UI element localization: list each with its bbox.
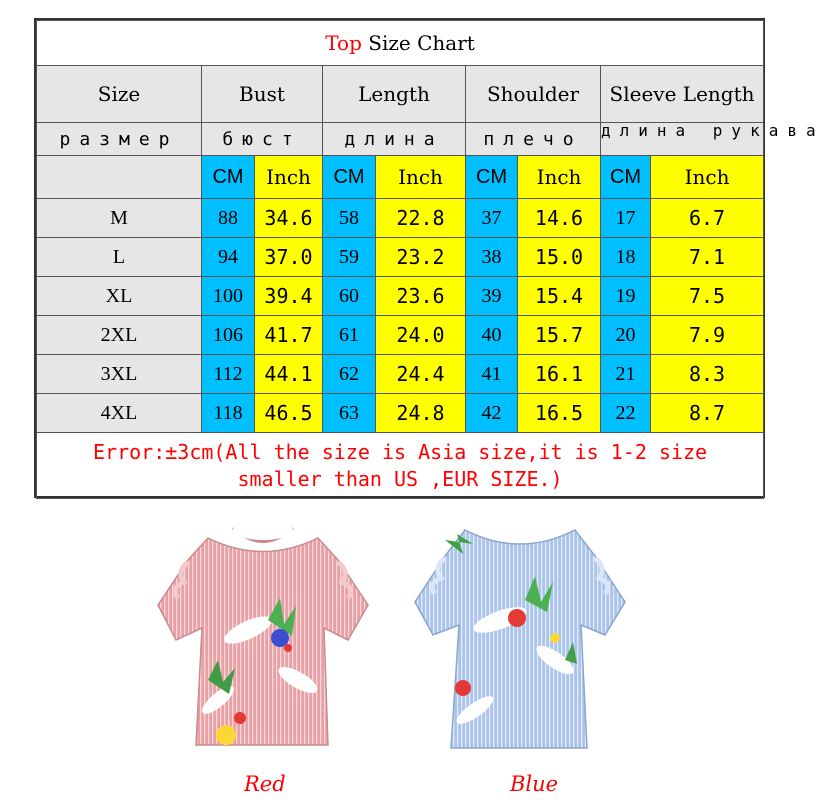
cell-shoulder-cm: 37 [466, 199, 518, 238]
table-row [37, 316, 764, 355]
cell-size: M [37, 199, 202, 238]
unit-inch: Inch [518, 156, 601, 199]
cell-size: 4XL [37, 394, 202, 433]
cell-length-in: 24.4 [376, 355, 466, 394]
header-bust: Bust [202, 66, 323, 123]
caption-red: Red [244, 772, 286, 796]
cell-sleeve-cm: 19 [601, 277, 651, 316]
red-blouse-image [148, 510, 378, 755]
unit-inch: Inch [255, 156, 323, 199]
cell-bust-cm: 88 [202, 199, 255, 238]
cell-shoulder-cm: 42 [466, 394, 518, 433]
cell-bust-in: 44.1 [255, 355, 323, 394]
ru-header-bust: бюст [202, 123, 323, 156]
cell-bust-in: 37.0 [255, 238, 323, 277]
cell-shoulder-in: 16.5 [518, 394, 601, 433]
cell-shoulder-in: 14.6 [518, 199, 601, 238]
cell-bust-cm: 100 [202, 277, 255, 316]
cell-length-cm: 58 [323, 199, 376, 238]
cell-bust-cm: 118 [202, 394, 255, 433]
cell-shoulder-in: 15.4 [518, 277, 601, 316]
cell-bust-in: 34.6 [255, 199, 323, 238]
cell-sleeve-cm: 22 [601, 394, 651, 433]
table-row [37, 199, 764, 238]
cell-length-cm: 62 [323, 355, 376, 394]
cell-bust-in: 39.4 [255, 277, 323, 316]
ru-header-length: длина [323, 123, 466, 156]
unit-cm: CM [466, 156, 518, 199]
cell-length-in: 24.8 [376, 394, 466, 433]
cell-shoulder-in: 15.7 [518, 316, 601, 355]
unit-row [37, 156, 764, 199]
cell-bust-cm: 112 [202, 355, 255, 394]
cell-bust-in: 41.7 [255, 316, 323, 355]
title-accent: Top [325, 31, 362, 55]
cell-sleeve-cm: 20 [601, 316, 651, 355]
unit-blank [37, 156, 202, 199]
unit-cm: CM [202, 156, 255, 199]
cell-length-in: 24.0 [376, 316, 466, 355]
blue-blouse-image [405, 510, 635, 755]
cell-sleeve-in: 8.3 [651, 355, 764, 394]
cell-bust-cm: 94 [202, 238, 255, 277]
cell-sleeve-cm: 17 [601, 199, 651, 238]
cell-shoulder-cm: 41 [466, 355, 518, 394]
unit-cm: CM [323, 156, 376, 199]
cell-length-in: 22.8 [376, 199, 466, 238]
size-table [36, 20, 825, 499]
header-shoulder: Shoulder [466, 66, 601, 123]
cell-size: 3XL [37, 355, 202, 394]
cell-sleeve-in: 7.9 [651, 316, 764, 355]
cell-length-cm: 59 [323, 238, 376, 277]
header-length: Length [323, 66, 466, 123]
cell-sleeve-cm: 18 [601, 238, 651, 277]
ru-header-shoulder: плечо [466, 123, 601, 156]
size-chart [34, 18, 825, 498]
cell-sleeve-in: 8.7 [651, 394, 764, 433]
cell-sleeve-cm: 21 [601, 355, 651, 394]
cell-length-in: 23.2 [376, 238, 466, 277]
cell-length-cm: 63 [323, 394, 376, 433]
size-note: Error:±3cm(All the size is Asia size,it is 1-2 size smaller than US ,EUR SIZE.) [37, 433, 764, 499]
cell-length-cm: 61 [323, 316, 376, 355]
cell-size: 2XL [37, 316, 202, 355]
cell-shoulder-cm: 39 [466, 277, 518, 316]
title-rest: Size Chart [361, 31, 475, 55]
cell-shoulder-in: 16.1 [518, 355, 601, 394]
cell-bust-cm: 106 [202, 316, 255, 355]
cell-length-cm: 60 [323, 277, 376, 316]
ru-header-size: размер [37, 123, 202, 156]
table-row [37, 277, 764, 316]
cell-length-in: 23.6 [376, 277, 466, 316]
cell-size: XL [37, 277, 202, 316]
header-sleeve-length: Sleeve Length [601, 66, 764, 123]
cell-sleeve-in: 7.1 [651, 238, 764, 277]
table-row [37, 394, 764, 433]
cell-sleeve-in: 7.5 [651, 277, 764, 316]
unit-cm: CM [601, 156, 651, 199]
cell-shoulder-in: 15.0 [518, 238, 601, 277]
cell-bust-in: 46.5 [255, 394, 323, 433]
cell-sleeve-in: 6.7 [651, 199, 764, 238]
header-size: Size [37, 66, 202, 123]
table-row [37, 238, 764, 277]
cell-shoulder-cm: 38 [466, 238, 518, 277]
cell-shoulder-cm: 40 [466, 316, 518, 355]
unit-inch: Inch [651, 156, 764, 199]
caption-blue: Blue [510, 772, 559, 796]
unit-inch: Inch [376, 156, 466, 199]
ru-header-sleeve: длина рукава [601, 123, 764, 156]
table-row [37, 355, 764, 394]
cell-size: L [37, 238, 202, 277]
chart-title [37, 21, 764, 66]
